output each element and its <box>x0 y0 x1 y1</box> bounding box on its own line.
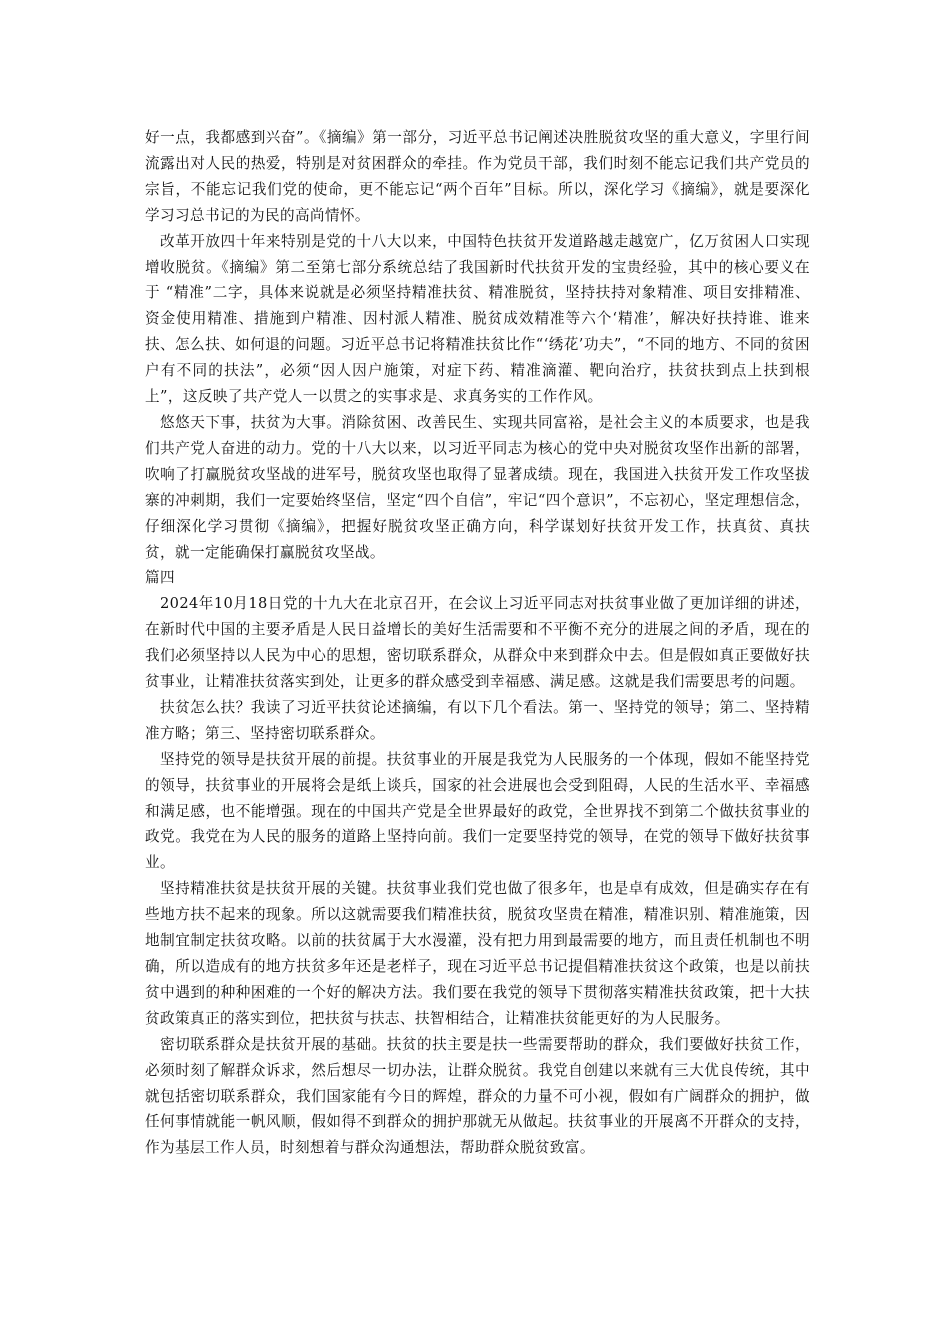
paragraph: 2024年10月18日党的十九大在北京召开，在会议上习近平同志对扶贫事业做了更加详细的讲述，在新时代中国的主要矛盾是人民日益增长的美好生活需要和不平衡不充分的进展之间的矛盾，现在的我们必须坚持以人民为中心的思想，密切联系群众，从群众中来到群众中去。但是假如真正要做好扶贫事业，让精准扶贫落实到处，让更多的群众感受到幸福感、满足感。这就是我们需要思考的问题。 <box>145 595 810 691</box>
paragraph: 悠悠天下事，扶贫为大事。消除贫困、改善民生、实现共同富裕，是社会主义的本质要求，也是我们共产党人奋进的动力。党的十八大以来，以习近平同志为核心的党中央对脱贫攻坚作出新的部署，吹响了打赢脱贫攻坚战的进军号，脱贫攻坚也取得了显著成绩。现在，我国进入扶贫开发工作攻坚拔寨的冲刺期，我们一定要始终坚信，坚定“四个自信”，牢记“四个意识”，不忘初心，坚定理想信念，仔细深化学习贯彻《摘编》，把握好脱贫攻坚正确方向，科学谋划好扶贫开发工作，扶真贫、真扶贫，就一定能确保打赢脱贫攻坚战。 <box>145 413 810 561</box>
document-page <box>145 125 810 1161</box>
paragraph: 改革开放四十年来特别是党的十八大以来，中国特色扶贫开发道路越走越宽广，亿万贫困人口实现增收脱贫。《摘编》第二至第七部分系统总结了我国新时代扶贫开发的宝贵经验，其中的核心要义在于 “精准”二字，具体来说就是必须坚持精准扶贫、精准脱贫，坚持扶持对象精准、项目安排精准、资金使用精准、措施到户精准、因村派人精准、脱贫成效精准等六个‘精准’，解决好扶持谁、谁来扶、怎么扶、如何退的问题。习近平总书记将精准扶贫比作“‘绣花’功夫”，“不同的地方、不同的贫困户有不同的扶法”，必须“因人因户施策，对症下药、精准滴灌、靶向治疗，扶贫扶到点上扶到根上”，这反映了共产党人一以贯之的实事求是、求真务实的工作作风。 <box>145 232 810 406</box>
paragraph: 坚持党的领导是扶贫开展的前提。扶贫事业的开展是我党为人民服务的一个体现，假如不能坚持党的领导，扶贫事业的开展将会是纸上谈兵，国家的社会进展也会受到阻碍，人民的生活水平、幸福感和满足感，也不能增强。现在的中国共产党是全世界最好的政党，全世界找不到第二个做扶贫事业的政党。我党在为人民的服务的道路上坚持向前。我们一定要坚持党的领导，在党的领导下做好扶贫事业。 <box>145 750 810 872</box>
paragraph: 坚持精准扶贫是扶贫开展的关键。扶贫事业我们党也做了很多年，也是卓有成效，但是确实存在有些地方扶不起来的现象。所以这就需要我们精准扶贫，脱贫攻坚贵在精准，精准识别、精准施策，因地制宜制定扶贫攻略。以前的扶贫属于大水漫灌，没有把力用到最需要的地方，而且责任机制也不明确，所以造成有的地方扶贫多年还是老样子，现在习近平总书记提倡精准扶贫这个政策，也是以前扶贫中遇到的种种困难的一个好的解决方法。我们要在我党的领导下贯彻落实精准扶贫政策，把十大扶贫政策真正的落实到位，把扶贫与扶志、扶智相结合，让精准扶贫能更好的为人民服务。 <box>145 880 810 1027</box>
section-heading: 篇四 <box>145 569 175 587</box>
paragraph: 扶贫怎么扶？我读了习近平扶贫论述摘编，有以下几个看法。第一、坚持党的领导；第二、坚持精准方略；第三、坚持密切联系群众。 <box>145 698 810 742</box>
paragraph: 密切联系群众是扶贫开展的基础。扶贫的扶主要是扶一些需要帮助的群众，我们要做好扶贫工作，必须时刻了解群众诉求，然后想尽一切办法，让群众脱贫。我党自创建以来就有三大优良传统，其中就包括密切联系群众，我们国家能有今日的辉煌，群众的力量不可小视，假如有广阔群众的拥护，做任何事情就能一帆风顺，假如得不到群众的拥护那就无从做起。扶贫事业的开展离不开群众的支持，作为基层工作人员，时刻想着与群众沟通想法，帮助群众脱贫致富。 <box>145 1035 810 1157</box>
paragraph: 好一点，我都感到兴奋”。《摘编》第一部分，习近平总书记阐述决胜脱贫攻坚的重大意义，字里行间流露出对人民的热爱，特别是对贫困群众的牵挂。作为党员干部，我们时刻不能忘记我们共产党员的宗旨，不能忘记我们党的使命，更不能忘记“两个百年”目标。所以，深化学习《摘编》，就是要深化学习习总书记的为民的高尚情怀。 <box>145 129 810 224</box>
